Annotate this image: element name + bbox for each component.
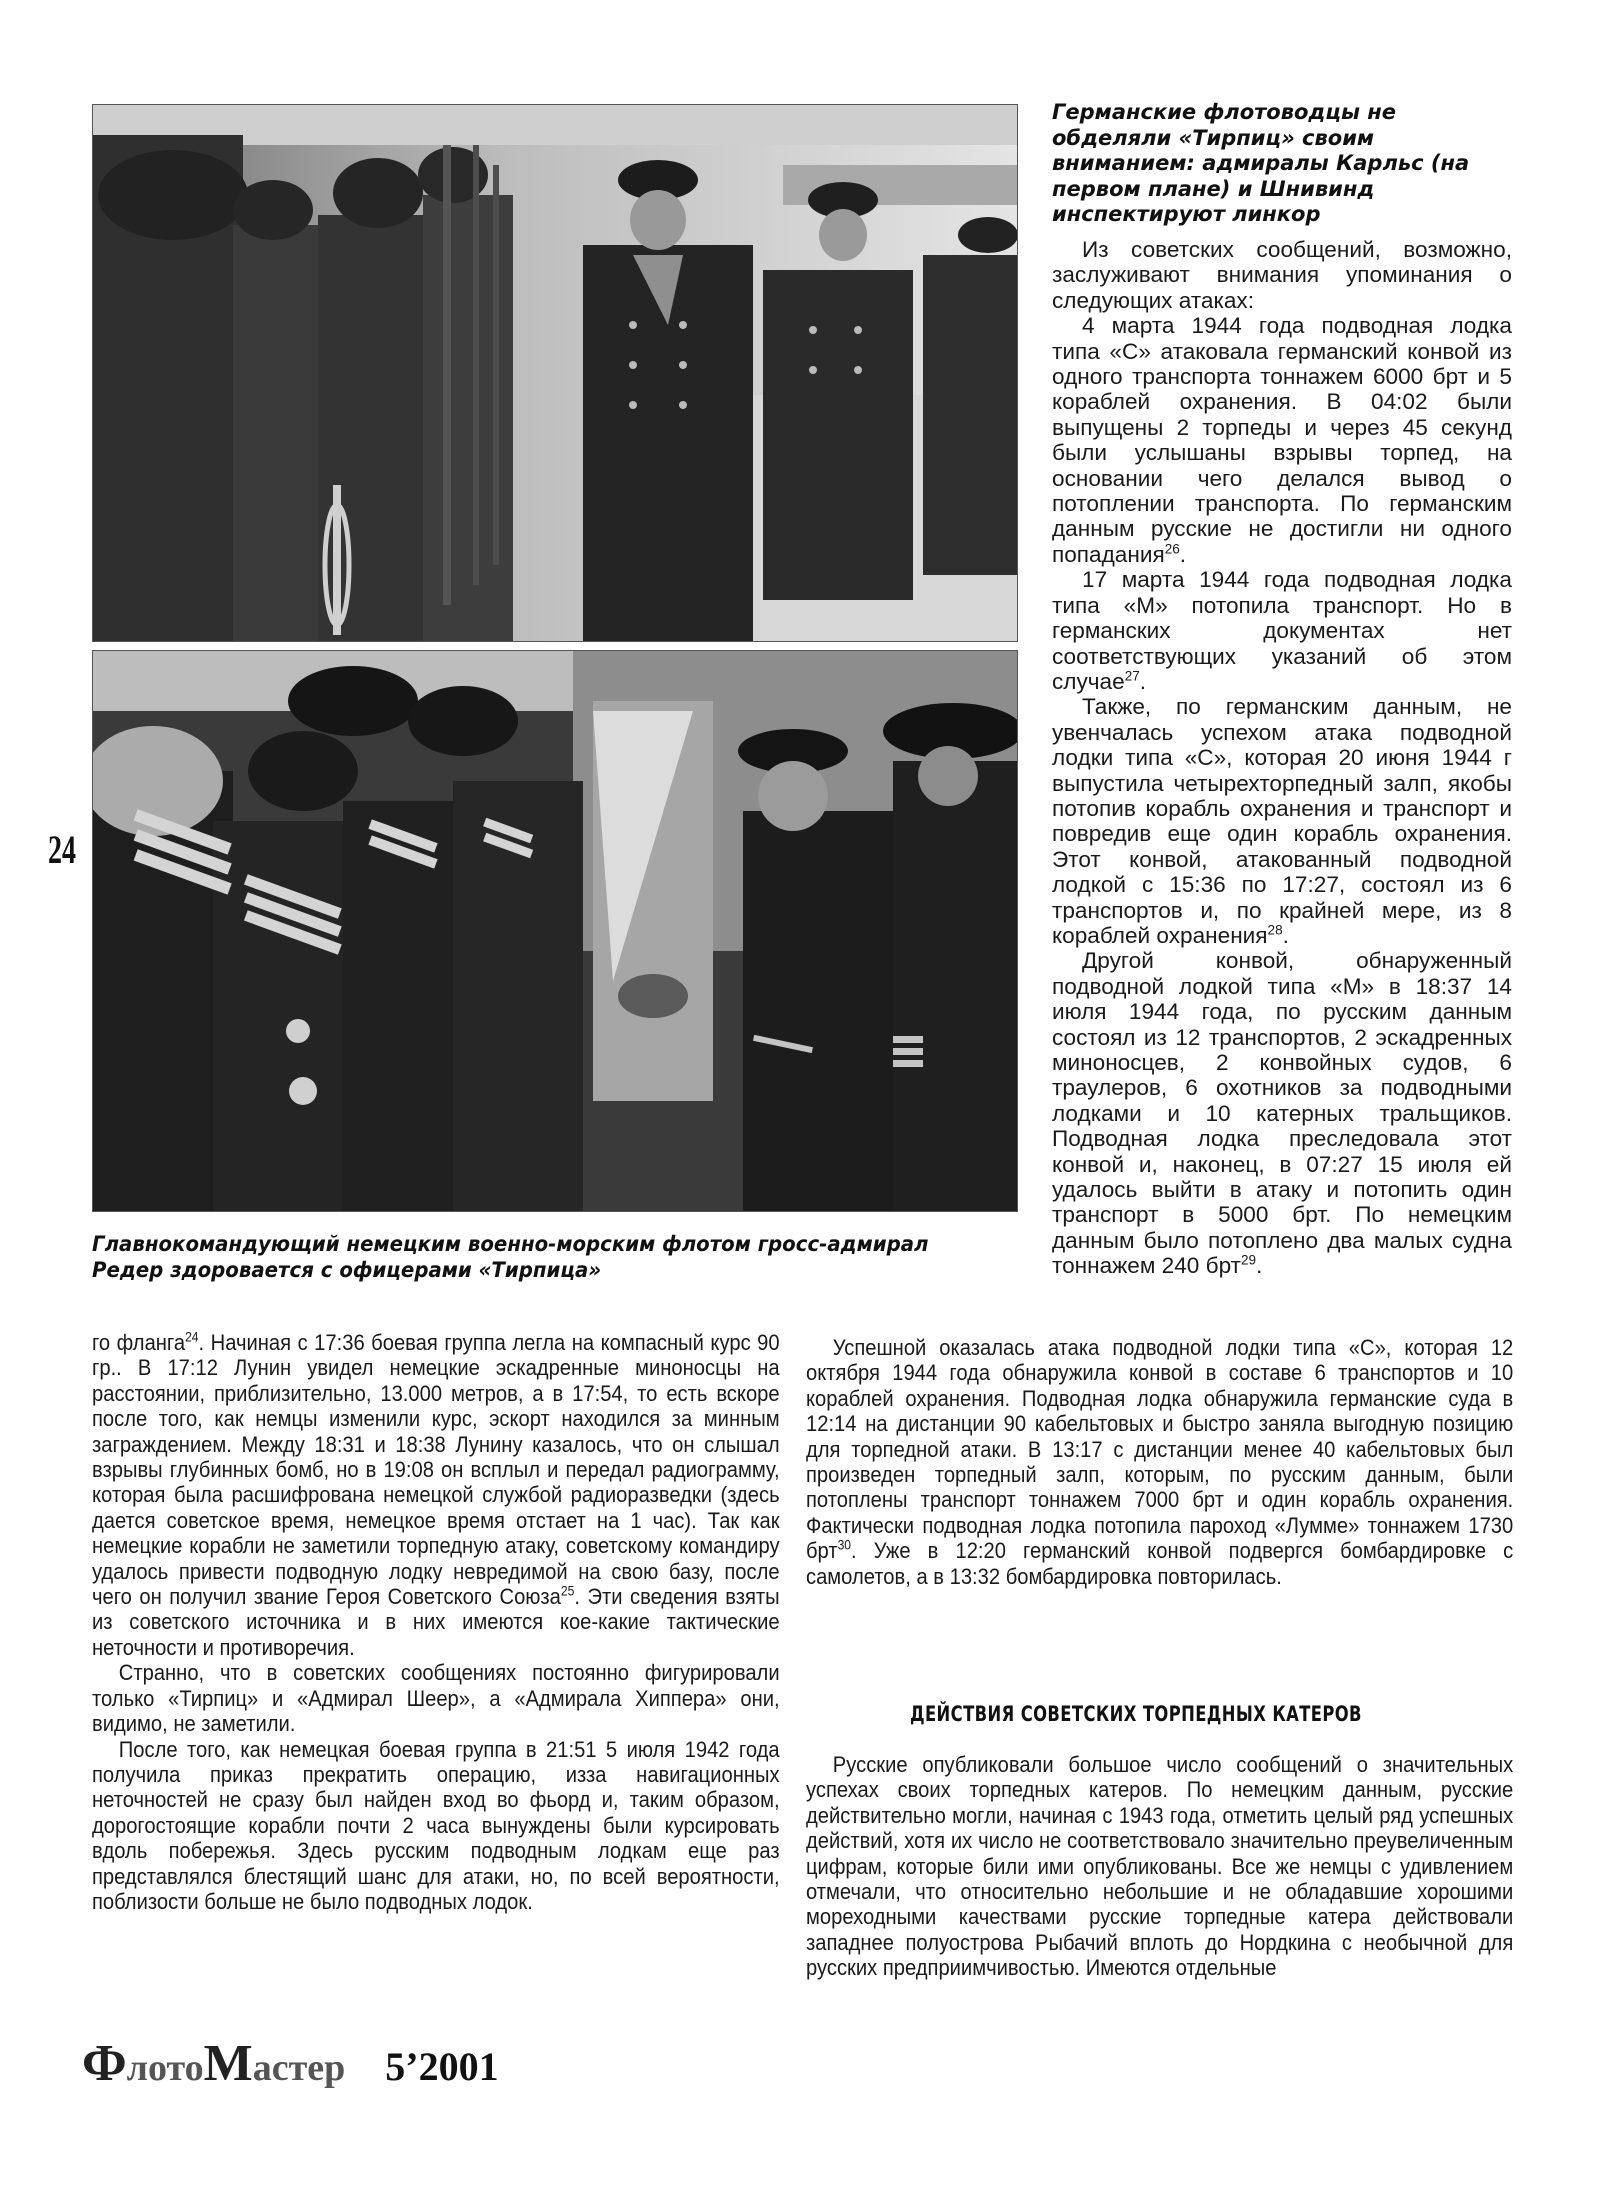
- text-column-left-bottom: [92, 1330, 780, 1914]
- logo-text: лото: [126, 2047, 204, 2089]
- paragraph-text: . Начиная с 17:36 боевая группа легла на компасный курс 90 гр.. В 17:12 Лунин увидел немецкие эскадренные миноносцы на расстоянии, приблизительно, 13.000 метров, а в 17:54, то есть вскоре после того, как немцы изменили курс, эскорт находился за минным заграждением. Между 18:31 и 18:38 Лунину казалось, что он слышал взрывы глубинных бомб, но в 19:08 он всплыл и передал радиограмму, которая была расшифрована немецкой службой радиоразведки (здесь дается советское время, немецкое время отстает на 1 час). Так как немецкие корабли не заметили торпедную атаку, советскому командиру удалось привести подводную лодку невредимой на свою базу, после чего он получил звание Героя Советского Союза: [92, 1330, 780, 1610]
- paragraph-text: . Уже в 12:20 германский конвой подвергся бомбардировке с самолетов, а в 13:32 бомбардировка повторилась.: [806, 1538, 1514, 1589]
- photo-admirals-inspection: [92, 104, 1018, 642]
- paragraph-text: Из советских сообщений, возможно, заслуживают внимания упоминания о следующих атаках:: [1052, 237, 1512, 313]
- footnote-ref: 25: [560, 1583, 575, 1599]
- footnote-ref: 29: [1241, 1252, 1257, 1268]
- paragraph: [92, 1330, 780, 1660]
- paragraph-text: 4 марта 1944 года подводная лодка типа «С» атаковала германский конвой из одного транспорта тоннажем 6000 брт и 5 кораблей охранения. В 04:02 были выпущены 2 торпеды и через 45 секунд были услышаны взрывы торпед, на основании чего делался вывод о потоплении транспорта. По германским данным русские не достигли ни одного попадания: [1052, 313, 1512, 567]
- paragraph-text: 17 марта 1944 года подводная лодка типа «М» потопила транспорт. Но в германских документах нет соответствующих указаний об этом случае: [1052, 567, 1512, 694]
- paragraph: [806, 1752, 1513, 1981]
- paragraph-text: Русские опубликовали большое число сообщений о значительных успехах своих торпедных катеров. По немецким данным, русские действительно могли, начиная с 1943 года, отметить целый ряд успешных действий, хотя их число не соответствовало значительно преувеличенным цифрам, которые били ими опубликованы. Все же немцы с удивлением отмечали, что относительно небольшие и не обладавшие хорошими мореходными качествами русские торпедные катера действовали западнее полуострова Рыбачий вплоть до Нордкина с необычной для русских предприимчивостью. Имеются отдельные: [806, 1752, 1514, 1981]
- logo-letter: Ф: [82, 2035, 127, 2092]
- text-column-right-top: [1052, 237, 1512, 1279]
- paragraph: [92, 1660, 780, 1736]
- paragraph: [1052, 237, 1512, 313]
- magazine-footer: [82, 2034, 499, 2093]
- paragraph-text: го фланга: [92, 1330, 186, 1355]
- magazine-logo: [82, 2035, 349, 2092]
- text-column-right-bottom: [806, 1335, 1513, 1589]
- photo-admirals-inspection-image: [93, 105, 1017, 641]
- paragraph-text: Успешной оказалась атака подводной лодки типа «С», которая 12 октября 1944 года обнаружила конвой в составе 6 транспортов и 10 кораблей охранения. Подводная лодка обнаружила германские суда в 12:14 на дистанции 90 кабельтовых и быстро заняла выгодную позицию для торпедной атаки. В 13:17 с дистанции менее 40 кабельтовых был произведен торпедный залп, которым, по русским данным, были потоплены транспорт тоннажем 7000 брт и один корабль охранения. Фактически подводная лодка потопила пароход «Лумме» тоннажем 1730 брт: [806, 1335, 1514, 1564]
- paragraph: 17 марта 1944 года подводная лодка типа «М» потопила транспорт. Но в германских документах нет соответствующих указаний об этом случае$^{27}$.: [1052, 567, 1512, 694]
- logo-letter: М: [203, 2035, 253, 2092]
- paragraph: [806, 1335, 1513, 1589]
- photo-raeder-greeting-image: [93, 651, 1017, 1211]
- section-heading: ДЕЙСТВИЯ СОВЕТСКИХ ТОРПЕДНЫХ КАТЕРОВ: [910, 1702, 1362, 1726]
- photo-raeder-greeting: [92, 650, 1018, 1212]
- page-number: 24: [48, 827, 76, 872]
- paragraph: [92, 1737, 780, 1915]
- text-column-right-section: [806, 1752, 1513, 1981]
- paragraph-text: Странно, что в советских сообщениях постоянно фигурировали только «Тирпиц» и «Адмирал Шеер», а «Адмирала Хиппера» они, видимо, не заметили.: [92, 1660, 780, 1737]
- paragraph: Другой конвой, обнаруженный подводной лодкой типа «М» в 18:37 14 июля 1944 года, по русским данным состоял из 12 транспортов, 2 эскадренных миноносцев, 2 конвойных судов, 6 траулеров, 6 охотников за подводными лодками и 10 катерных тральщиков. Подводная лодка преследовала этот конвой и, наконец, в 07:27 15 июля ей удалось выйти в атаку и потопить один транспорт в 5000 брт. По немецким данным было потоплено два малых судна тоннажем 240 брт$^{29}$.: [1052, 948, 1512, 1279]
- issue-number: 5’2001: [385, 2044, 499, 2089]
- footnote-ref: 27: [1124, 668, 1140, 684]
- paragraph-text: Также, по германским данным, не увенчалась успехом атака подводной лодки типа «С», которая 20 июня 1944 г выпустила четырехторпедный залп, якобы потопив корабль охранения и транспорт и повредив еще один корабль охранения. Этот конвой, атакованный подводной лодкой с 15:36 по 17:27, состоял из 6 транспортов и, по крайней мере, из 8 кораблей охранения: [1052, 694, 1512, 948]
- footnote-ref: 28: [1267, 922, 1283, 938]
- footnote-ref: 30: [837, 1537, 852, 1553]
- footnote-ref: 24: [185, 1329, 199, 1345]
- paragraph: Также, по германским данным, не увенчалась успехом атака подводной лодки типа «С», которая 20 июня 1944 г выпустила четырехторпедный залп, якобы потопив корабль охранения и транспорт и повредив еще один корабль охранения. Этот конвой, атакованный подводной лодкой с 15:36 по 17:27, состоял из 6 транспортов и, по крайней мере, из 8 кораблей охранения$^{28}$.: [1052, 694, 1512, 948]
- paragraph-text: После того, как немецкая боевая группа в 21:51 5 июля 1942 года получила приказ прекратить операцию, изза навигационных неточностей не сразу был найден вход во фьорд и, таким образом, дорогостоящие корабли почти 2 часа вынуждены были курсировать вдоль побережья. Здесь русским подводным лодкам еще раз представлялся блестящий шанс для атаки, но, по всей вероятности, поблизости больше не было подводных лодок.: [92, 1736, 780, 1914]
- photo-caption-raeder-greeting: Главнокомандующий немецким военно-морским флотом гросс-адмирал Редер здоровается с офицерами «Тирпица»: [92, 1232, 929, 1282]
- paragraph: 4 марта 1944 года подводная лодка типа «С» атаковала германский конвой из одного транспорта тоннажем 6000 брт и 5 кораблей охранения. В 04:02 были выпущены 2 торпеды и через 45 секунд были услышаны взрывы торпед, на основании чего делался вывод о потоплении транспорта. По германским данным русские не достигли ни одного попадания$^{26}$.: [1052, 313, 1512, 567]
- footnote-ref: 26: [1164, 541, 1180, 557]
- paragraph-text: . Эти сведения взяты из советского источника и в них имеются кое-какие тактические неточности и противоречия.: [92, 1584, 780, 1660]
- paragraph-text: Другой конвой, обнаруженный подводной лодкой типа «М» в 18:37 14 июля 1944 года, по русским данным состоял из 12 транспортов, 2 эскадренных миноносцев, 2 конвойных судов, 6 траулеров, 6 охотников за подводными лодками и 10 катерных тральщиков. Подводная лодка преследовала этот конвой и, наконец, в 07:27 15 июля ей удалось выйти в атаку и потопить один транспорт в 5000 брт. По немецким данным было потоплено два малых судна тоннажем 240 брт: [1052, 948, 1512, 1279]
- photo-caption-admirals-inspection: Германские флотоводцы не обделяли «Тирпиц» своим вниманием: адмиралы Карльс (на первом плане) и Шнивинд инспектируют линкор: [1052, 100, 1470, 227]
- logo-text: астер: [252, 2047, 346, 2089]
